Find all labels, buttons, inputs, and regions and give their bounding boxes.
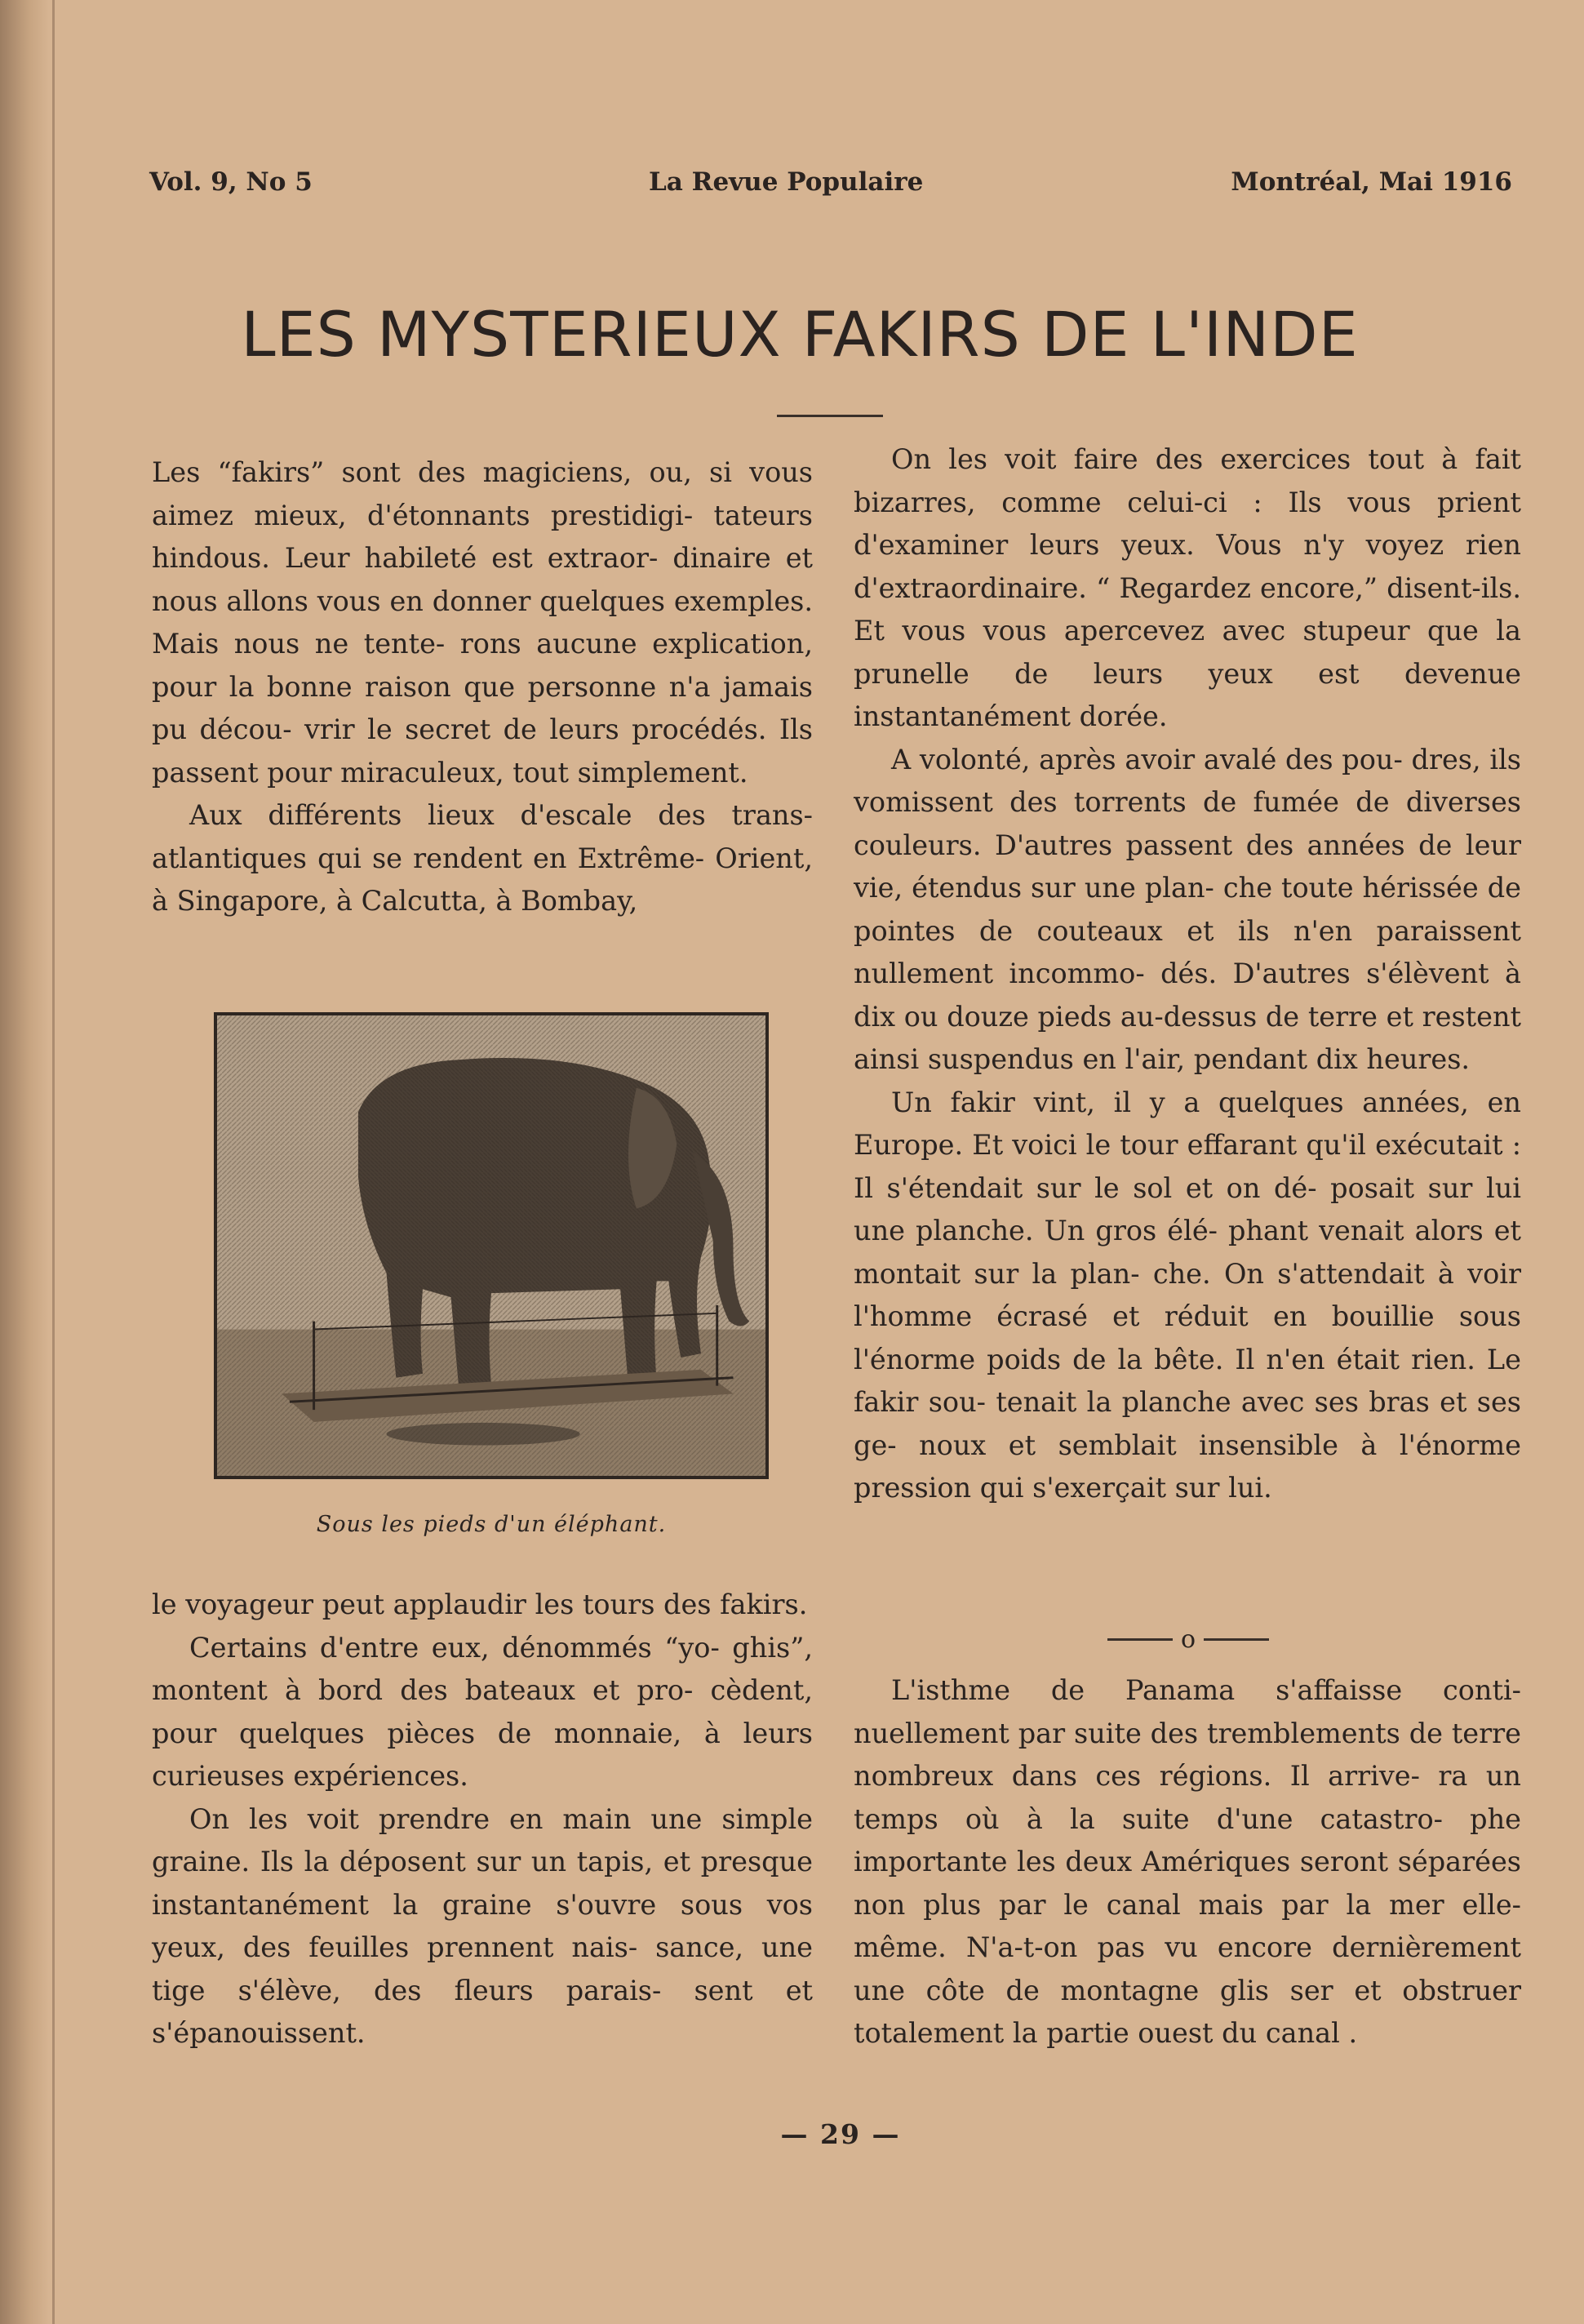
page-gutter-line [52, 0, 55, 2324]
figure-caption: Sous les pieds d'un éléphant. [316, 1512, 667, 1537]
separator-rule [1107, 1638, 1173, 1641]
page-number: — 29 — [780, 2118, 901, 2150]
paragraph: Aux différents lieux d'escale des trans- atlantiques qui se rendent en Extrême- Orient, à Singapore, à Calcutta, à Bombay, [152, 799, 813, 917]
journal-name: La Revue Populaire [649, 167, 924, 197]
article-title: LES MYSTERIEUX FAKIRS DE L'INDE [241, 298, 1359, 371]
paragraph: L'isthme de Panama s'affaisse conti- nuellement par suite des tremblements de terre nombreux dans ces régions. Il arrive- ra un temps où à la suite d'une catastro- phe importante les deux Amériques seront séparées non plus par le canal mais par la mer elle-même. N'a-t-on pas vu encore dernièrement une côte de montagne glis ser et obstruer totalement la partie ouest du canal . [854, 1674, 1521, 2049]
running-head [149, 167, 1512, 208]
separator-mark: o [1180, 1624, 1196, 1654]
elephant-illustration [214, 1012, 769, 1479]
left-column-bottom [152, 1584, 813, 2055]
page-gutter-shadow [0, 0, 49, 2324]
elephant-picture [217, 1015, 765, 1476]
paragraph: le voyageur peut applaudir les tours des fakirs. [152, 1589, 808, 1620]
right-column-news-item [854, 1669, 1521, 2055]
paragraph: Certains d'entre eux, dénommés “yo- ghis”, montent à bord des bateaux et pro- cèdent, pour quelques pièces de monnaie, à leurs curieuses expériences. [152, 1631, 813, 1792]
left-column-top [152, 451, 813, 923]
issue-date: Montréal, Mai 1916 [1231, 167, 1512, 197]
paragraph: On les voit prendre en main une simple graine. Ils la déposent sur un tapis, et presque instantanément la graine s'ouvre sous vos yeux, des feuilles prennent nais- sance, une tige s'élève, des fleurs parais- sent et s'épanouissent. [152, 1802, 813, 2049]
paragraph: A volonté, après avoir avalé des pou- dres, ils vomissent des torrents de fumée de diverses couleurs. D'autres passent des années de leur vie, étendus sur une plan- che toute hérissée de pointes de couteaux et ils n'en paraissent nullement incommo- dés. D'autres s'élèvent à dix ou douze pieds au-dessus de terre et restent ainsi suspendus en l'air, pendant dix heures. [854, 743, 1521, 1075]
paragraph: Les “fakirs” sont des magiciens, ou, si vous aimez mieux, d'étonnants prestidigi- tateurs hindous. Leur habileté est extraor- dinaire et nous allons vous en donner quelques exemples. Mais nous ne tente- rons aucune explication, pour la bonne raison que personne n'a jamais pu décou- vrir le secret de leurs procédés. Ils passent pour miraculeux, tout simplement. [152, 456, 813, 789]
title-rule [777, 415, 883, 417]
volume-number: Vol. 9, No 5 [149, 167, 313, 197]
paragraph: On les voit faire des exercices tout à fait bizarres, comme celui-ci : Ils vous prient d'examiner leurs yeux. Vous n'y voyez rien d'extraordinaire. “ Regardez encore,” disent-ils. Et vous vous apercevez avec stupeur que la prunelle de leurs yeux est devenue instantanément dorée. [854, 443, 1521, 732]
section-separator [1098, 1623, 1278, 1655]
right-column-article [854, 438, 1521, 1510]
paragraph: Un fakir vint, il y a quelques années, en Europe. Et voici le tour effarant qu'il exécutait : Il s'étendait sur le sol et on dé- posait sur lui une planche. Un gros élé- phant venait alors et montait sur la plan- che. On s'attendait à voir l'homme écrasé et réduit en bouillie sous l'énorme poids de la bête. Il n'en était rien. Le fakir sou- tenait la planche avec ses bras et ses ge- noux et semblait insensible à l'énorme pression qui s'exerçait sur lui. [854, 1086, 1521, 1504]
separator-rule [1204, 1638, 1269, 1641]
